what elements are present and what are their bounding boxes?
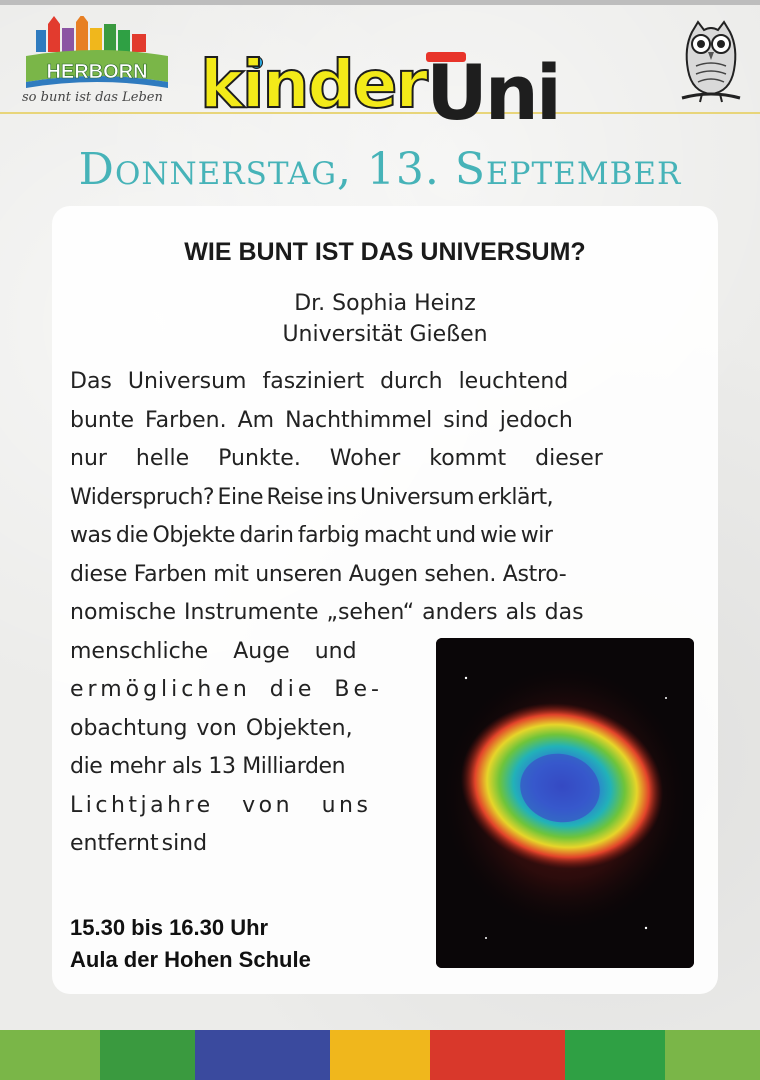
ring-nebula-image bbox=[436, 638, 694, 968]
event-time: 15.30 bis 16.30 Uhr bbox=[70, 915, 269, 940]
event-time-location bbox=[70, 912, 311, 976]
herborn-slogan: so bunt ist das Leben bbox=[22, 90, 163, 105]
color-stripe bbox=[565, 1030, 665, 1080]
speaker-affiliation: Universität Gießen bbox=[282, 322, 488, 347]
event-card bbox=[52, 206, 718, 994]
description-line: Das Universum fasziniert durch leuchtend bbox=[70, 369, 569, 394]
color-stripe bbox=[0, 1030, 100, 1080]
talk-title: WIE BUNT IST DAS UNIVERSUM? bbox=[184, 238, 586, 266]
speaker bbox=[52, 288, 718, 350]
description-line: die mehr als 13 Milliarden bbox=[70, 754, 346, 779]
color-stripe bbox=[330, 1030, 430, 1080]
owl-icon bbox=[678, 18, 744, 106]
color-stripes bbox=[0, 1030, 760, 1080]
description-line: was die Objekte darin farbig macht und wie wir bbox=[70, 523, 553, 548]
event-location: Aula der Hohen Schule bbox=[70, 947, 311, 972]
description-line: entfernt sind bbox=[70, 831, 208, 856]
description-line: diese Farben mit unseren Augen sehen. Astro- bbox=[70, 561, 567, 587]
top-rule bbox=[0, 0, 760, 5]
description-line: obachtung von Objekten, bbox=[70, 715, 353, 741]
description-line: Widerspruch? Eine Reise ins Universum erklärt, bbox=[70, 484, 554, 510]
kinder-uni-logo bbox=[200, 40, 559, 137]
color-stripe bbox=[195, 1030, 330, 1080]
description-line: ermöglichen die Be- bbox=[70, 677, 383, 702]
color-stripe bbox=[430, 1030, 565, 1080]
brand-uni: Uni bbox=[426, 48, 559, 137]
color-stripe bbox=[665, 1030, 760, 1080]
event-date: Donnerstag, 13. September bbox=[78, 144, 682, 195]
svg-text:HERBORN: HERBORN bbox=[46, 61, 148, 83]
description-line: nur helle Punkte. Woher kommt dieser bbox=[70, 446, 603, 471]
description-line: Lichtjahre von uns bbox=[70, 792, 372, 818]
description-line: menschliche Auge und bbox=[70, 638, 357, 664]
description-line: nomische Instrumente „sehen“ anders als das bbox=[70, 600, 584, 625]
description-line: bunte Farben. Am Nachthimmel sind jedoch bbox=[70, 407, 573, 433]
speaker-name: Dr. Sophia Heinz bbox=[294, 291, 476, 316]
brand-kinder: kinder bbox=[200, 46, 427, 123]
color-stripe bbox=[100, 1030, 195, 1080]
